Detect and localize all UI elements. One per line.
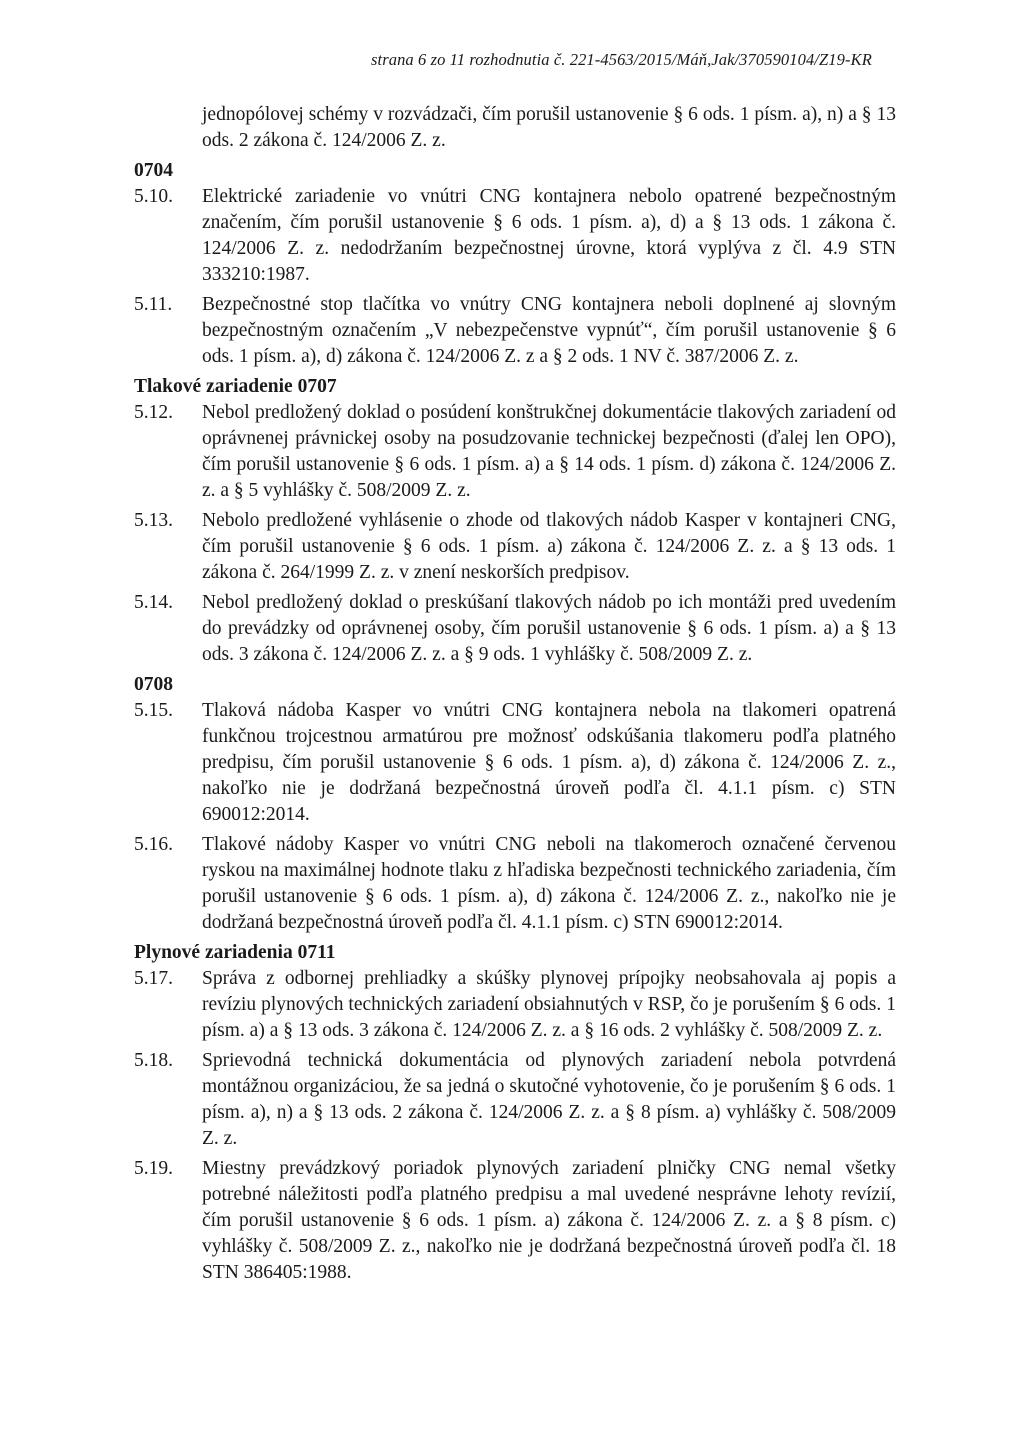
finding-number: 5.12. — [134, 402, 173, 423]
finding-text: Miestny prevádzkový poriadok plynových zariadení plničky CNG nemal všetky potrebné náležitosti podľa platného predpisu a mal uvedené nesprávne lehoty revízií, čím porušil ustanovenie § 6 ods. 1 písm. a) zákona č. 124/2006 Z. z. a § 8 písm. c) vyhlášky č. 508/2009 Z. z., nakoľko nie je dodržaná bezpečnostná úroveň podľa čl. 18 STN 386405:1988. — [202, 1158, 896, 1283]
finding-number: 5.13. — [134, 510, 173, 531]
section-heading: Plynové zariadenia 0711 — [134, 942, 336, 963]
finding-item — [134, 698, 896, 828]
finding-number: 5.15. — [134, 700, 173, 721]
finding-number: 5.19. — [134, 1158, 173, 1179]
finding-text: Tlaková nádoba Kasper vo vnútri CNG kontajnera nebola na tlakomeri opatrená funkčnou trojcestnou armatúrou pre možnosť odskúšania tlakomeru podľa platného predpisu, čím porušil ustanovenie § 6 ods. 1 písm. a), d) zákona č. 124/2006 Z. z., nakoľko nie je dodržaná bezpečnostná úroveň podľa čl. 4.1.1 písm. c) STN 690012:2014. — [202, 700, 896, 825]
finding-text: Bezpečnostné stop tlačítka vo vnútry CNG kontajnera neboli doplnené aj slovným bezpečnostným označením „V nebezpečenstve vypnúť“, čím porušil ustanovenie § 6 ods. 1 písm. a), d) zákona č. 124/2006 Z. z a § 2 ods. 1 NV č. 387/2006 Z. z. — [202, 294, 896, 367]
finding-text: Nebol predložený doklad o posúdení konštrukčnej dokumentácie tlakových zariadení od oprávnenej právnickej osoby na posudzovanie technickej bezpečnosti (ďalej len OPO), čím porušil ustanovenie § 6 ods. 1 písm. a) a § 14 ods. 1 písm. d) zákona č. 124/2006 Z. z. a § 5 vyhlášky č. 508/2009 Z. z. — [202, 402, 896, 501]
finding-item — [134, 590, 896, 668]
finding-text: Správa z odbornej prehliadky a skúšky plynovej prípojky neobsahovala aj popis a revíziu plynových technických zariadení obsiahnutých v RSP, čo je porušením § 6 ods. 1 písm. a) a § 13 ods. 3 zákona č. 124/2006 Z. z. a § 16 ods. 2 vyhlášky č. 508/2009 Z. z. — [202, 968, 896, 1041]
finding-item — [134, 832, 896, 936]
finding-number: 5.10. — [134, 186, 173, 207]
section-code: 0704 — [134, 160, 173, 181]
finding-text: Tlakové nádoby Kasper vo vnútri CNG neboli na tlakomeroch označené červenou ryskou na maximálnej hodnote tlaku z hľadiska bezpečnosti technického zariadenia, čím porušil ustanovenie § 6 ods. 1 písm. a), d) zákona č. 124/2006 Z. z., nakoľko nie je dodržaná bezpečnostná úroveň podľa čl. 4.1.1 písm. c) STN 690012:2014. — [202, 834, 896, 933]
section-heading: Tlakové zariadenie 0707 — [134, 376, 337, 397]
finding-number: 5.18. — [134, 1050, 173, 1071]
finding-number: 5.17. — [134, 968, 173, 989]
finding-number: 5.11. — [134, 294, 173, 315]
finding-text: Elektrické zariadenie vo vnútri CNG kontajnera nebolo opatrené bezpečnostným značením, čím porušil ustanovenie § 6 ods. 1 písm. a), d) a § 13 ods. 1 zákona č. 124/2006 Z. z. nedodržaním bezpečnostnej úrovne, ktorá vyplýva z čl. 4.9 STN 333210:1987. — [202, 186, 896, 285]
finding-item — [134, 508, 896, 586]
continued-paragraph: jednopólovej schémy v rozvádzači, čím porušil ustanovenie § 6 ods. 1 písm. a), n) a § 13 ods. 2 zákona č. 124/2006 Z. z. — [202, 104, 896, 151]
finding-item — [134, 184, 896, 288]
finding-text: Nebolo predložené vyhlásenie o zhode od tlakových nádob Kasper v kontajneri CNG, čím porušil ustanovenie § 6 ods. 1 písm. a) zákona č. 124/2006 Z. z. a § 13 ods. 1 zákona č. 264/1999 Z. z. v znení neskorších predpisov. — [202, 510, 896, 583]
finding-item — [134, 400, 896, 504]
finding-item — [134, 1156, 896, 1286]
finding-item — [134, 292, 896, 370]
finding-item — [134, 966, 896, 1044]
finding-number: 5.14. — [134, 592, 173, 613]
finding-text: Nebol predložený doklad o preskúšaní tlakových nádob po ich montáži pred uvedením do prevádzky od oprávnenej osoby, čím porušil ustanovenie § 6 ods. 1 písm. a) a § 13 ods. 3 zákona č. 124/2006 Z. z. a § 9 ods. 1 vyhlášky č. 508/2009 Z. z. — [202, 592, 896, 665]
finding-item — [134, 1048, 896, 1152]
document-body — [134, 102, 896, 1290]
page-header: strana 6 zo 11 rozhodnutia č. 221-4563/2015/Máň,Jak/370590104/Z19-KR — [371, 50, 872, 69]
finding-number: 5.16. — [134, 834, 173, 855]
section-code: 0708 — [134, 674, 173, 695]
finding-text: Sprievodná technická dokumentácia od plynových zariadení nebola potvrdená montážnou organizáciou, že sa jedná o skutočné vyhotovenie, čo je porušením § 6 ods. 1 písm. a), n) a § 13 ods. 2 zákona č. 124/2006 Z. z. a § 8 písm. a) vyhlášky č. 508/2009 Z. z. — [202, 1050, 896, 1149]
